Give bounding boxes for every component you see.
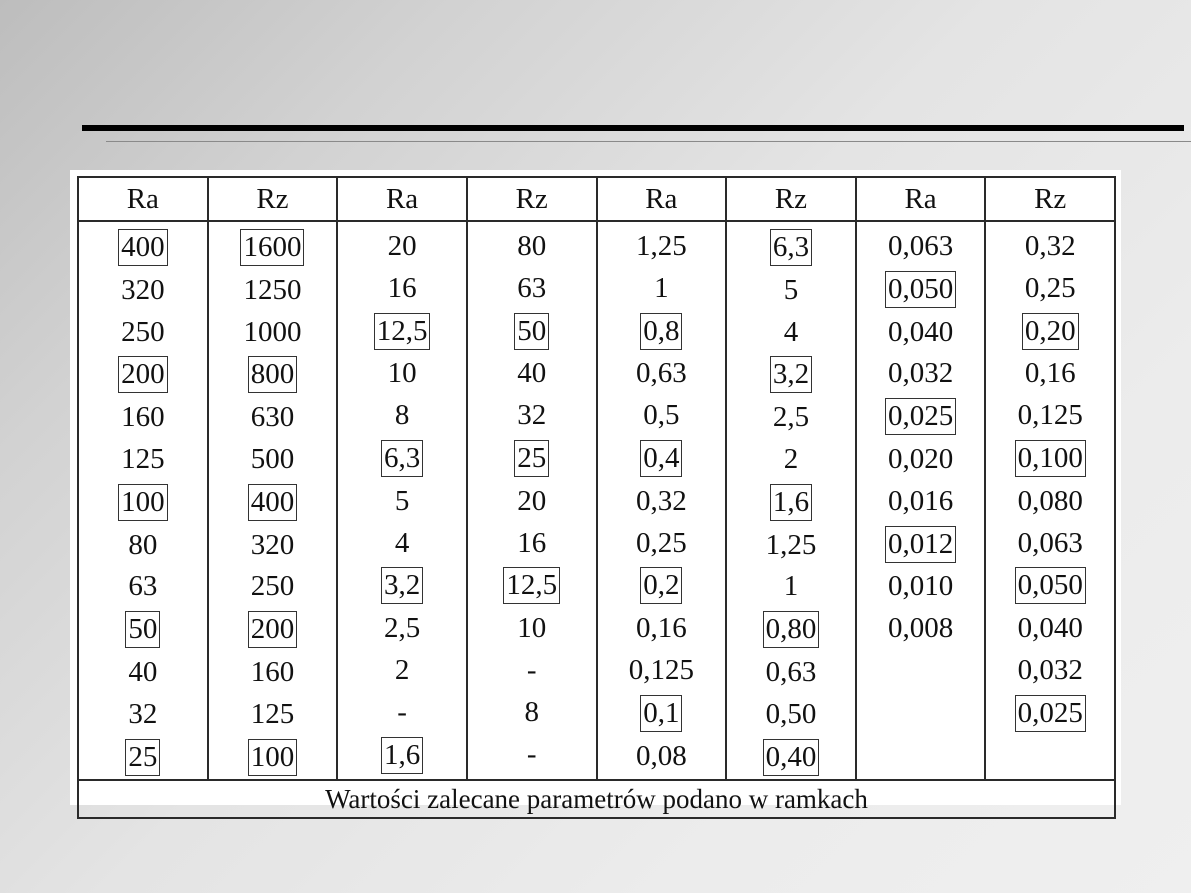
recommended-value: 3,2 — [381, 567, 423, 604]
table-value: 32 — [517, 399, 547, 432]
header-cell: Rz — [208, 177, 338, 221]
table-value: 4 — [394, 526, 410, 559]
table-value: 8 — [394, 399, 410, 432]
recommended-value: 100 — [118, 484, 168, 521]
recommended-value: 0,4 — [640, 440, 682, 477]
table-value: 160 — [250, 655, 295, 688]
header-cell: Ra — [78, 177, 208, 221]
table-value: 160 — [121, 401, 165, 434]
header-cell: Rz — [726, 177, 856, 221]
table-footnote: Wartości zalecane parametrów podano w ramkach — [78, 780, 1115, 818]
recommended-value: 0,050 — [885, 271, 956, 308]
table-value: 32 — [128, 697, 158, 730]
table-value: 20 — [517, 484, 547, 517]
table-value: 1000 — [243, 315, 302, 348]
table-value: 10 — [387, 357, 417, 390]
table-value: 0,063 — [887, 230, 954, 262]
table-value: 80 — [517, 230, 547, 262]
table-value: 0,016 — [887, 484, 954, 517]
table-value: 2,5 — [772, 401, 810, 434]
table-value: 0,25 — [635, 526, 687, 559]
table-value: 125 — [250, 697, 295, 730]
recommended-value: 12,5 — [503, 567, 560, 604]
table-value: 2 — [394, 653, 410, 686]
value-column — [78, 221, 208, 780]
table-value: - — [397, 695, 407, 728]
recommended-value: 1,6 — [381, 737, 423, 774]
roughness-table-image — [70, 170, 1121, 815]
header-cell: Ra — [597, 177, 727, 221]
table-value: 0,16 — [635, 612, 687, 645]
table-value: 63 — [128, 570, 158, 603]
recommended-value: 25 — [514, 440, 549, 477]
table-value: 0,040 — [1017, 612, 1083, 645]
recommended-value: 6,3 — [381, 440, 423, 477]
table-value: 20 — [387, 230, 417, 262]
recommended-value: 0,100 — [1015, 440, 1086, 477]
table-value: 0,5 — [643, 399, 680, 432]
header-cell: Ra — [856, 177, 986, 221]
table-value: 63 — [517, 271, 547, 304]
table-value: 250 — [250, 570, 295, 603]
recommended-value: 3,2 — [770, 356, 812, 393]
value-column — [467, 221, 597, 780]
recommended-value: 0,2 — [640, 567, 682, 604]
recommended-value: 800 — [248, 356, 298, 393]
table-value: 40 — [128, 655, 158, 688]
value-column — [726, 221, 856, 780]
values-row — [78, 221, 1115, 780]
table-value: 2,5 — [383, 612, 421, 645]
table-value: 1 — [654, 271, 669, 304]
header-cell: Rz — [985, 177, 1115, 221]
value-column — [208, 221, 338, 780]
recommended-value: 12,5 — [374, 313, 431, 350]
header-cell: Rz — [467, 177, 597, 221]
table-value: 0,25 — [1024, 271, 1076, 304]
table-value: 320 — [121, 273, 165, 306]
table-value: 0,63 — [635, 357, 687, 390]
table-value: 0,32 — [1024, 230, 1076, 262]
title-underline-thin — [106, 141, 1191, 142]
table-value: 0,125 — [628, 653, 694, 686]
recommended-value: 0,025 — [885, 398, 956, 435]
table-value: 0,125 — [1017, 399, 1083, 432]
recommended-value: 100 — [248, 739, 298, 776]
table-value: 5 — [394, 484, 410, 517]
recommended-value: 0,1 — [640, 695, 682, 732]
recommended-value: 0,8 — [640, 313, 682, 350]
table-value: 10 — [517, 612, 547, 645]
recommended-value: 0,025 — [1015, 695, 1086, 732]
table-value: 0,032 — [1017, 653, 1083, 686]
table-value: - — [526, 653, 537, 686]
recommended-value: 0,012 — [885, 526, 956, 563]
table-value: 500 — [250, 442, 295, 475]
value-column — [985, 221, 1115, 780]
recommended-value: 0,20 — [1022, 313, 1079, 350]
table-value: 4 — [783, 315, 799, 348]
table-value: 5 — [783, 273, 799, 306]
table-value: 630 — [250, 401, 295, 434]
table-value: 0,010 — [887, 570, 954, 603]
table-value: 40 — [517, 357, 547, 390]
recommended-value: 200 — [118, 356, 168, 393]
table-value: 0,50 — [765, 697, 817, 730]
table-value: 125 — [121, 442, 165, 475]
table-value: 0,020 — [887, 442, 954, 475]
recommended-value: 200 — [248, 611, 298, 648]
recommended-value: 50 — [514, 313, 549, 350]
table-value: 0,008 — [887, 612, 954, 645]
footer-row — [78, 780, 1115, 818]
header-cell: Ra — [337, 177, 467, 221]
table-value: 0,063 — [1017, 526, 1083, 559]
recommended-value: 0,40 — [763, 739, 820, 776]
roughness-parameters-table — [77, 176, 1116, 819]
recommended-value: 400 — [248, 484, 298, 521]
value-column — [856, 221, 986, 780]
title-underline-thick — [82, 125, 1184, 131]
table-value: 0,032 — [887, 357, 954, 390]
recommended-value: 50 — [125, 611, 160, 648]
table-value: 1,25 — [765, 528, 817, 561]
recommended-value: 0,80 — [763, 611, 820, 648]
recommended-value: 1600 — [240, 229, 304, 266]
table-value: 250 — [121, 315, 165, 348]
table-value: 0,32 — [635, 484, 687, 517]
table-value: - — [526, 737, 537, 770]
recommended-value: 6,3 — [770, 229, 812, 266]
value-column — [337, 221, 467, 780]
table-value: 16 — [517, 526, 547, 559]
table-value: 16 — [387, 271, 417, 304]
recommended-value: 1,6 — [770, 484, 812, 521]
table-value: 320 — [250, 528, 295, 561]
table-value: 1250 — [243, 273, 302, 306]
recommended-value: 400 — [118, 229, 168, 266]
table-value: 1,25 — [635, 230, 687, 262]
header-row — [78, 177, 1115, 221]
table-value: 0,63 — [765, 655, 817, 688]
value-column — [597, 221, 727, 780]
table-value: 0,08 — [635, 739, 687, 772]
table-value: 0,080 — [1017, 484, 1083, 517]
table-value: 0,16 — [1024, 357, 1076, 390]
table-value: 80 — [128, 528, 158, 561]
table-value: 0,040 — [887, 315, 954, 348]
recommended-value: 25 — [125, 739, 160, 776]
table-value: 2 — [783, 442, 799, 475]
recommended-value: 0,050 — [1015, 567, 1086, 604]
table-value: 1 — [783, 570, 799, 603]
table-value: 8 — [524, 695, 539, 728]
